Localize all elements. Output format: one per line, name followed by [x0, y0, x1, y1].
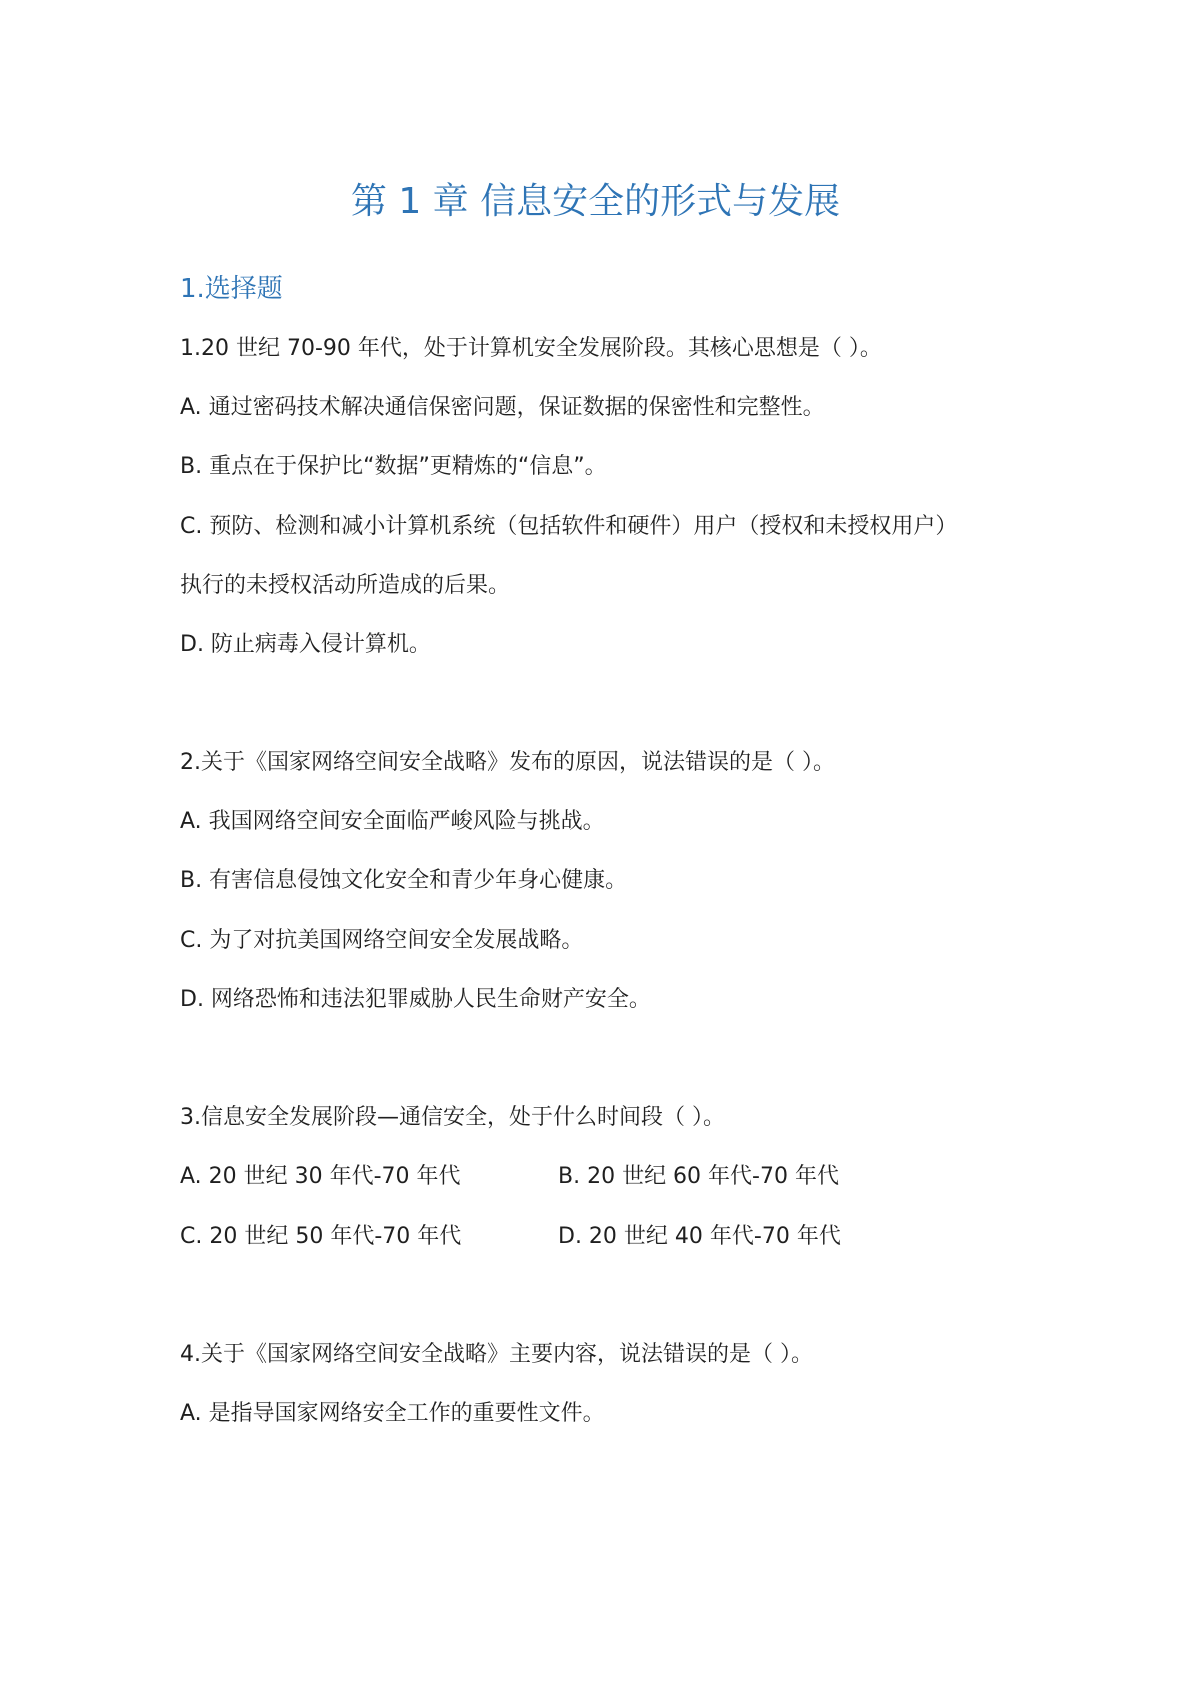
- question-1-option-a: A. 通过密码技术解决通信保密问题，保证数据的保密性和完整性。: [180, 395, 825, 420]
- question-1-stem: 1.20 世纪 70-90 年代，处于计算机安全发展阶段。其核心思想是（ ）。: [180, 336, 882, 361]
- question-2-stem: 2.关于《国家网络空间安全战略》发布的原因，说法错误的是（ ）。: [180, 750, 835, 775]
- question-3-option-b: B. 20 世纪 60 年代-70 年代: [558, 1164, 839, 1189]
- question-3-stem: 3.信息安全发展阶段—通信安全，处于什么时间段（ ）。: [180, 1105, 725, 1130]
- question-3-option-a: A. 20 世纪 30 年代-70 年代: [180, 1164, 461, 1189]
- question-3-option-c: C. 20 世纪 50 年代-70 年代: [180, 1224, 462, 1249]
- chapter-title: 第 1 章 信息安全的形式与发展: [350, 181, 841, 222]
- question-2-option-c: C. 为了对抗美国网络空间安全发展战略。: [180, 928, 584, 953]
- section-heading: 1.选择题: [180, 274, 283, 304]
- question-1-option-c-continued: 执行的未授权活动所造成的后果。: [180, 573, 511, 598]
- question-4-stem: 4.关于《国家网络空间安全战略》主要内容，说法错误的是（ ）。: [180, 1342, 813, 1367]
- question-1-option-d: D. 防止病毒入侵计算机。: [180, 632, 431, 657]
- question-3-option-d: D. 20 世纪 40 年代-70 年代: [558, 1224, 841, 1249]
- question-4-option-a: A. 是指导国家网络安全工作的重要性文件。: [180, 1401, 605, 1426]
- question-2-option-b: B. 有害信息侵蚀文化安全和青少年身心健康。: [180, 868, 628, 893]
- question-1-option-b: B. 重点在于保护比“数据”更精炼的“信息”。: [180, 454, 607, 479]
- question-2-option-a: A. 我国网络空间安全面临严峻风险与挑战。: [180, 809, 605, 834]
- question-1-option-c: C. 预防、检测和减小计算机系统（包括软件和硬件）用户（授权和未授权用户）: [180, 514, 958, 539]
- question-2-option-d: D. 网络恐怖和违法犯罪威胁人民生命财产安全。: [180, 987, 651, 1012]
